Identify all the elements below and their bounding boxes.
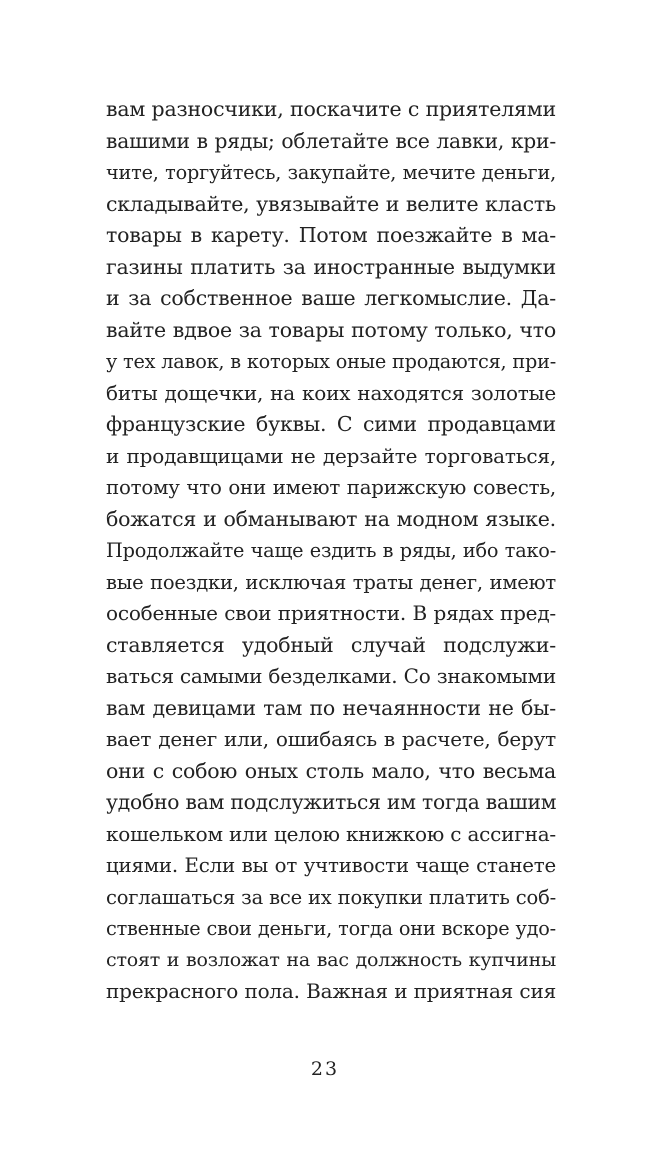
text-line: потому что они имеют парижскую совесть, (106, 476, 556, 499)
text-line: ставляется удобный случай подслужи- (106, 632, 556, 657)
text-line: прекрасного пола. Важная и приятная сия (106, 979, 556, 1003)
text-line: особенные свои приятности. В рядах пред- (106, 601, 556, 625)
text-line: ственные свои деньги, тогда они вскоре удо- (106, 917, 556, 940)
text-line: вые поездки, исключая траты денег, имеют (106, 570, 556, 594)
text-line: вайте вдвое за товары потому только, что (106, 317, 556, 342)
text-line: божатся и обманывают на модном языке. (106, 506, 556, 531)
text-line: и за собственное ваше легкомыслие. Да- (106, 286, 556, 310)
text-line: складывайте, увязывайте и велите класть (106, 191, 556, 216)
text-line: соглашаться за все их покупки платить соб- (106, 885, 556, 909)
text-line: и продавщицами не дерзайте торговаться, (106, 443, 556, 468)
text-line: товары в карету. Потом поезжайте в ма- (106, 223, 556, 247)
text-line: биты дощечки, на коих находятся золотые (106, 380, 556, 405)
page-number: 23 (310, 1058, 340, 1080)
text-line: они с собою оных столь мало, что весьма (106, 758, 556, 783)
text-line: вам девицами там по нечаянности не бы- (106, 695, 556, 720)
text-line: вам разносчики, поскачите с приятелями (106, 97, 556, 121)
text-line: ваться самыми безделками. Со знакомыми (106, 664, 556, 688)
text-line: чите, торгуйтесь, закупайте, мечите деньги, (106, 161, 556, 184)
text-line: циями. Если вы от учтивости чаще станете (106, 854, 556, 877)
text-line: стоят и возложат на вас должность купчины (106, 948, 556, 971)
body-text (106, 94, 556, 1008)
text-line: газины платить за иностранные выдумки (106, 254, 556, 279)
text-line: Продолжайте чаще ездить в ряды, ибо тако- (106, 539, 556, 562)
text-line: вашими в ряды; облетайте все лавки, кри- (106, 128, 556, 153)
text-line: удобно вам подслужиться им тогда вашим (106, 790, 557, 814)
text-line: у тех лавок, в которых оные продаются, при- (106, 350, 557, 373)
text-line: кошельком или целою книжкою с ассигна- (106, 821, 556, 846)
text-line: вает денег или, ошибаясь в расчете, берут (106, 727, 556, 751)
text-line: французские буквы. С сими продавцами (106, 412, 556, 436)
